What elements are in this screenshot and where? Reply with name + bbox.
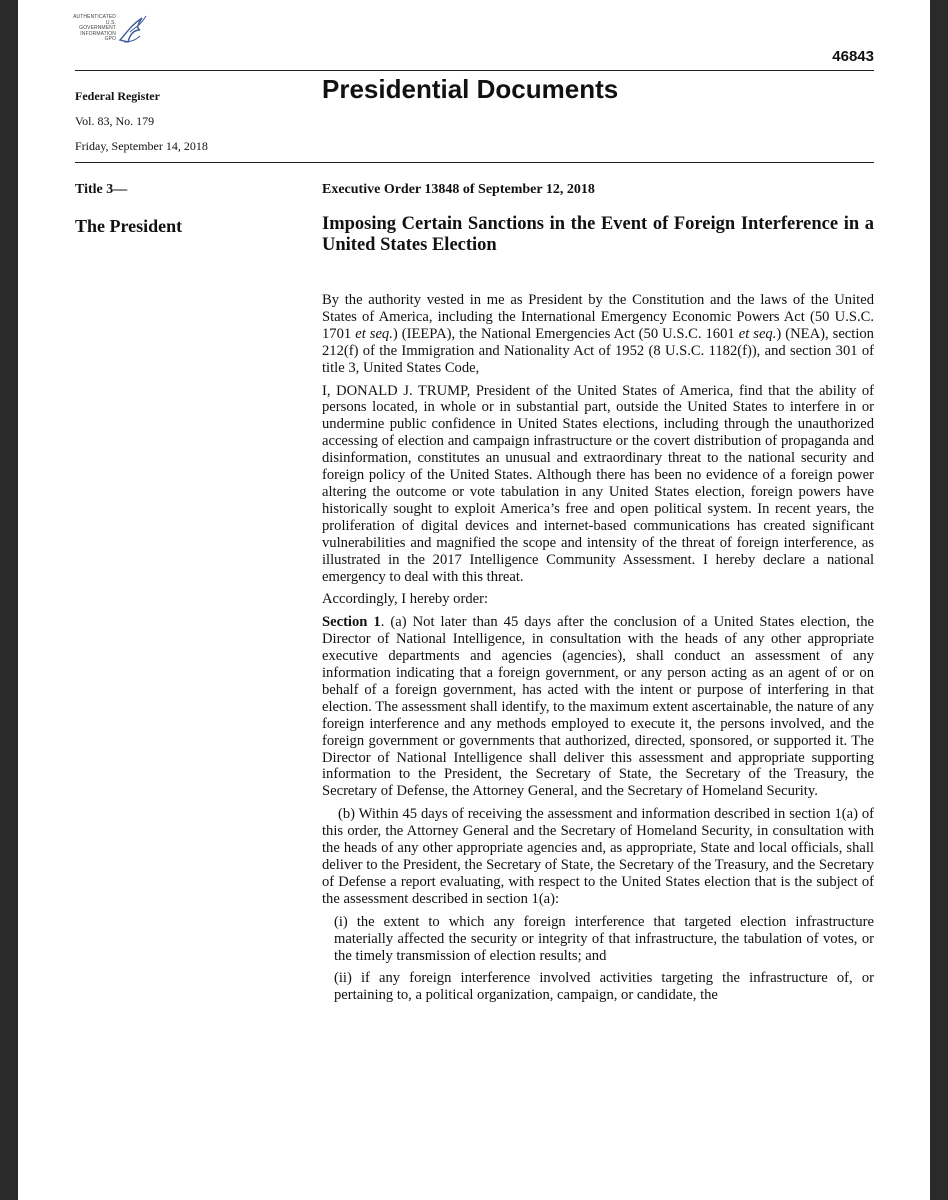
logo-text: AUTHENTICATED U.S. GOVERNMENT INFORMATION GPO bbox=[73, 14, 116, 43]
executive-order-title: Imposing Certain Sanctions in the Event of Foreign Interference in a United States Election bbox=[322, 214, 874, 255]
header-rule bbox=[75, 70, 874, 71]
volume-number: Vol. 83, No. 179 bbox=[75, 114, 155, 128]
title-number: Title 3— bbox=[75, 182, 128, 197]
section-1b-ii: (ii) if any foreign interference involved activities targeting the infrastructure of, or pertaining to, a political organization, campaign, or candidate, the bbox=[334, 970, 874, 1004]
page-number: 46843 bbox=[832, 48, 874, 65]
document-page bbox=[18, 0, 930, 1200]
order-intro: Accordingly, I hereby order: bbox=[322, 591, 489, 608]
executive-order-number: Executive Order 13848 of September 12, 2018 bbox=[322, 182, 595, 197]
gpo-authentication-logo bbox=[70, 12, 150, 46]
order-body bbox=[322, 292, 874, 1010]
section-label: Section 1 bbox=[322, 614, 381, 631]
document-title: Presidential Documents bbox=[322, 74, 619, 104]
preamble-paragraph: By the authority vested in me as President by the Constitution and the laws of the United States of America, including the International Emergency Economic Powers Act (50 U.S.C. 1701 et seq.) (IEEPA), the National Emergencies Act (50 U.S.C. 1601 et seq.) (NEA), section 212(f) of the Immigration and Nationality Act of 1952 (8 U.S.C. 1182(f)), and section 301 of title 3, United States Code, bbox=[322, 292, 874, 376]
register-name: Federal Register bbox=[75, 89, 160, 103]
eagle-icon bbox=[116, 12, 150, 46]
title-name: The President bbox=[75, 216, 183, 236]
publication-date: Friday, September 14, 2018 bbox=[75, 139, 208, 153]
findings-paragraph: I, DONALD J. TRUMP, President of the United States of America, find that the ability of persons located, in whole or in substantial part, outside the United States to interfere in or undermine public confidence in United States elections, including through the unauthorized accessing of election and campaign infrastructure or the covert distribution of propaganda and disinformation, constitutes an unusual and extraordinary threat to the national security and foreign policy of the United States. Although there has been no evidence of a foreign power altering the outcome or vote tabulation in any United States election, foreign powers have historically sought to exploit America’s free and open political system. In recent years, the proliferation of digital devices and internet-based communications has created significant vulnerabilities and magnified the scope and intensity of the threat of foreign interference, as illustrated in the 2017 Intelligence Community Assessment. I hereby declare a national emergency to deal with this threat. bbox=[322, 382, 874, 585]
section-rule bbox=[75, 162, 874, 163]
section-1b-i: (i) the extent to which any foreign interference that targeted election infrastructure materially affected the security or integrity of that infrastructure, the tabulation of votes, or the timely transmission of election results; and bbox=[334, 913, 874, 964]
section-1a: Section 1. (a) Not later than 45 days after the conclusion of a United States election, the Director of National Intelligence, in consultation with the heads of any other appropriate executive departments and agencies (agencies), shall conduct an assessment of any information indicating that a foreign government, or any person acting as an agent of or on behalf of a foreign government, has acted with the intent or purpose of interfering in that election. The assessment shall identify, to the maximum extent ascertainable, the nature of any foreign interference and any methods employed to execute it, the persons involved, and the foreign government or governments that authorized, directed, sponsored, or supported it. The Director of National Intelligence shall deliver this assessment and appropriate supporting information to the President, the Secretary of State, the Secretary of the Treasury, the Secretary of Defense, the Attorney General, and the Secretary of Homeland Security. bbox=[322, 614, 874, 800]
masthead bbox=[75, 84, 208, 159]
section-1b: (b) Within 45 days of receiving the assessment and information described in section 1(a) of this order, the Attorney General and the Secretary of Homeland Security, in consultation with the heads of any other appropriate agencies and, as appropriate, State and local officials, shall deliver to the President, the Secretary of State, the Secretary of the Treasury, and the Secretary of Defense a report evaluating, with respect to the United States election that is the subject of the assessment described in section 1(a): bbox=[322, 806, 874, 907]
